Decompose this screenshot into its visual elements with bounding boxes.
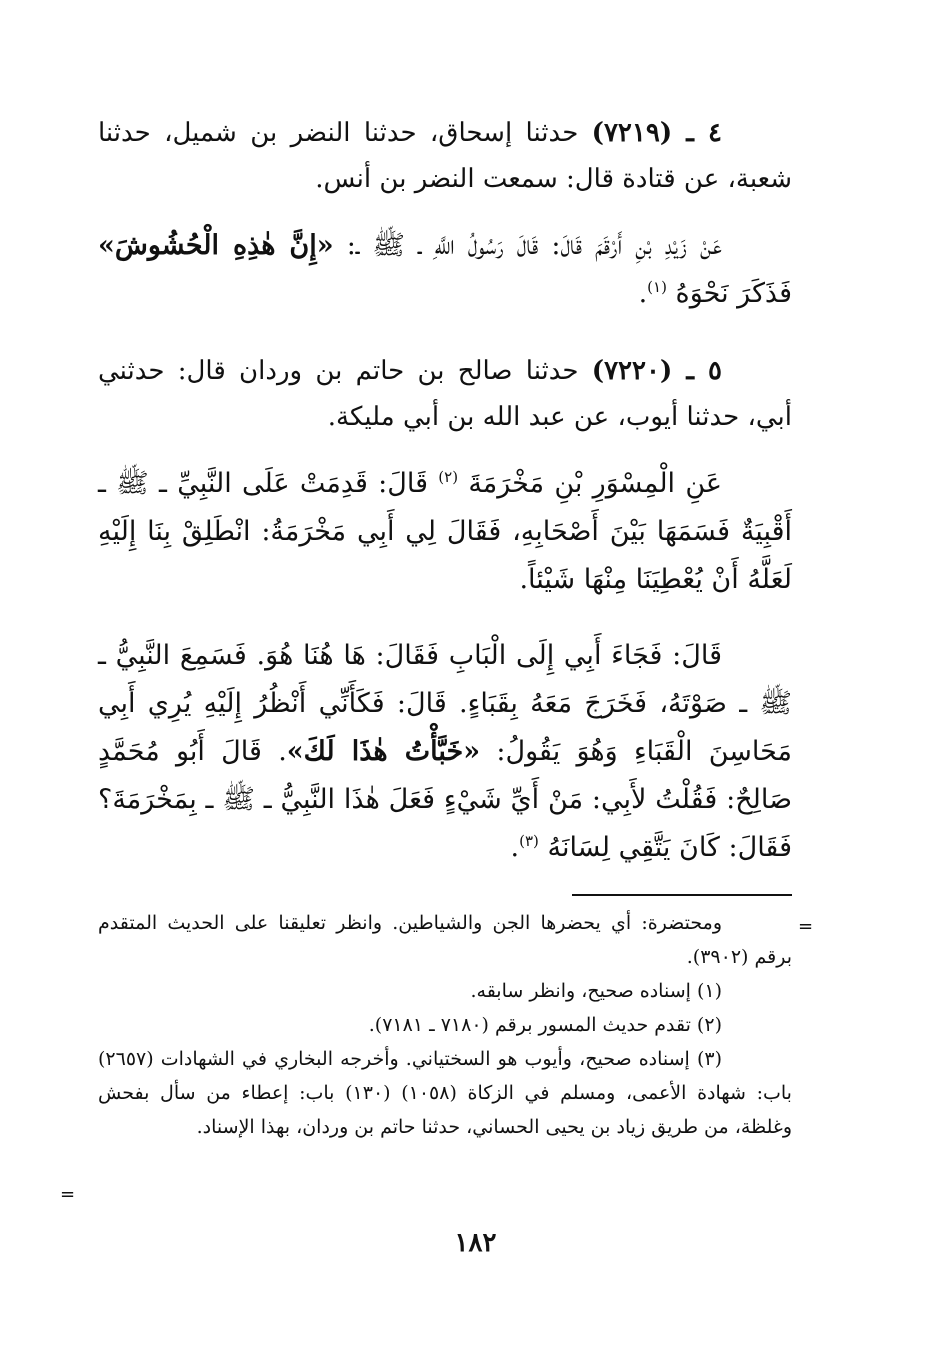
matn-text: قَالَ: فَجَاءَ أَبِي إِلَى الْبَابِ فَقَالَ: هَا هُنَا هُوَ. فَسَمِعَ النَّبِيُّ ـ ﷺ ـ صَوْتَهُ، فَخَرَجَ مَعَهُ بِقَبَاءٍ. قَالَ: فَكَأَنِّي أَنْظُرُ إِلَيْهِ يُرِي أَبِي مَحَاسِنَ الْقَبَاءِ وَهُوَ يَقُولُ: [98, 640, 793, 767]
page-number: ١٨٢ [454, 1228, 497, 1258]
hadith-5-isnad [98, 348, 792, 440]
matn-text: فَذَكَرَ نَحْوَهُ [675, 278, 792, 309]
continuation-mark: = [798, 916, 814, 937]
isnad-text: حدثنا صالح بن حاتم بن وردان قال: حدثني أبي، حدثنا أيوب، عن عبد الله بن أبي مليكة. [98, 356, 792, 432]
matn-quote: «خَبَّأْتُ هٰذَا لَكَ» [286, 736, 481, 767]
matn-text: عَنْ زَيْدِ بْنِ أَرْقَمَ قَالَ: قَالَ رَسُولُ اللَّهِ ـ ﷺ ـ: [333, 230, 722, 261]
hadith-5-matn-2: قَالَ: فَجَاءَ أَبِي إِلَى الْبَابِ فَقَالَ: هَا هُنَا هُوَ. فَسَمِعَ النَّبِيُّ ـ ﷺ ـ صَوْتَهُ، فَخَرَجَ مَعَهُ بِقَبَاءٍ. قَالَ: فَكَأَنِّي أَنْظُرُ إِلَيْهِ يُرِي أَبِي مَحَاسِنَ الْقَبَاءِ وَهُوَ يَقُولُ: «خَبَّأْتُ هٰذَا لَكَ». قَالَ أَبُو مُحَمَّدٍ صَالِحٌ: فَقُلْتُ لأَبِي: مَنْ أَيِّ شَيْءٍ فَعَلَ هٰذَا النَّبِيُّ ـ ﷺ ـ بِمَخْرَمَةَ؟ فَقَالَ: كَانَ يَتَّقِي لِسَانَهُ $^{(٣)}$. [98, 640, 793, 863]
hadith-number: ٥ ـ (٧٢٢٠) [591, 356, 722, 386]
footnote-continued: ومحتضرة: أي يحضرها الجن والشياطين. وانظر تعليقنا على الحديث المتقدم برقم (٣٩٠٢). [98, 912, 792, 968]
footnote-3: (٣) إسناده صحيح، وأيوب هو السختياني. وأخرجه البخاري في الشهادات (٢٦٥٧) باب: شهادة الأعمى، ومسلم في الزكاة (١٠٥٨) (١٣٠) باب: إعطاء من سأل بفحش وغلظة، من طريق زياد بن يحيى الحساني، حدثنا حاتم بن وردان، بهذا الإسناد. [98, 1048, 792, 1138]
matn-quote: «إِنَّ هٰذِهِ الْحُشُوشَ» [98, 230, 334, 261]
footnote-separator [572, 894, 792, 896]
footnote-ref: (٣) [519, 832, 539, 850]
matn-text: قَالَ: قَدِمَتْ عَلَى النَّبِيِّ ـ ﷺ ـ أَقْبِيَةٌ فَسَمَهَا بَيْنَ أَصْحَابِهِ، فَقَالَ لِي أَبِي مَخْرَمَةُ: انْطَلِقْ بِنَا إِلَيْهِ لَعَلَّهُ أَنْ يُعْطِيَنَا مِنْهَا شَيْئاً. [98, 468, 792, 595]
hadith-5-matn-1 [98, 460, 792, 604]
footnote-1: (١) إسناده صحيح، وانظر سابقه. [470, 980, 722, 1002]
isnad-text: حدثنا إسحاق، حدثنا النضر بن شميل، حدثنا شعبة، عن قتادة قال: سمعت النضر بن أنس. [98, 118, 792, 194]
matn-text: عَنِ الْمِسْوَرِ بْنِ مَخْرَمَةَ [468, 468, 722, 499]
footnotes [98, 906, 792, 1144]
footnote-2: (٢) تقدم حديث المسور برقم (٧١٨٠ ـ ٧١٨١). [368, 1014, 722, 1036]
continuation-mark: = [60, 1184, 76, 1205]
hadith-4-isnad [98, 110, 792, 202]
footnote-ref: (٢) [438, 468, 459, 486]
footnote-ref: (١) [647, 278, 667, 296]
hadith-4-matn: عَنْ زَيْدِ بْنِ أَرْقَمَ قَالَ: قَالَ رَسُولُ اللَّهِ ـ ﷺ ـ: «إِنَّ هٰذِهِ الْحُشُوشَ» فَذَكَرَ نَحْوَهُ $^{(١)}$. [98, 230, 792, 309]
matn-text: . قَالَ أَبُو مُحَمَّدٍ صَالِحٌ: فَقُلْتُ لأَبِي: مَنْ أَيِّ شَيْءٍ فَعَلَ هٰذَا النَّبِيُّ ـ ﷺ ـ بِمَخْرَمَةَ؟ فَقَالَ: كَانَ يَتَّقِي لِسَانَهُ [98, 736, 792, 863]
hadith-number: ٤ ـ (٧٢١٩) [591, 118, 722, 148]
